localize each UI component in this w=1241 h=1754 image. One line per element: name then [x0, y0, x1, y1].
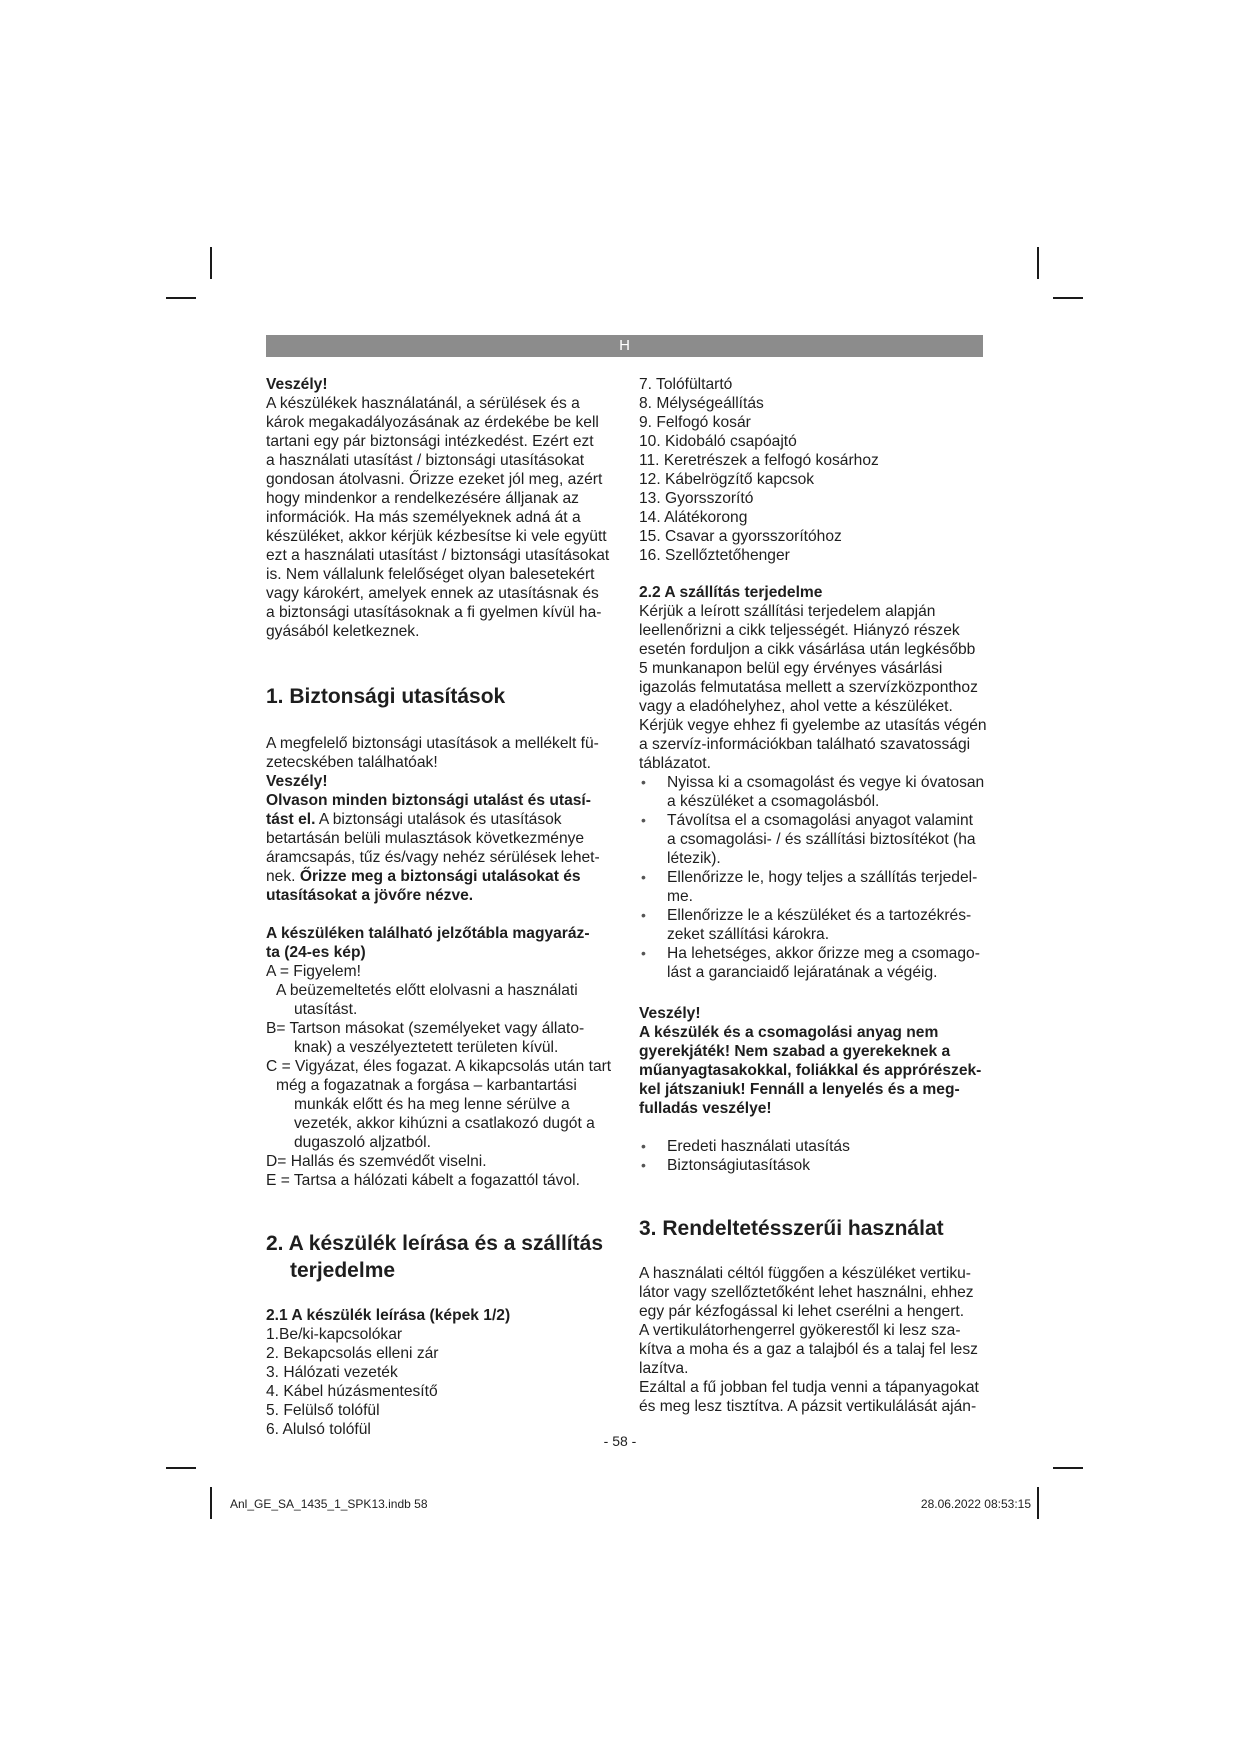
text-line: me. [667, 888, 693, 905]
crop-mark-bottom-right-vertical [1037, 1487, 1039, 1519]
danger-title: Veszély! [266, 376, 328, 393]
bullet-icon: • [641, 812, 646, 828]
text-line: Távolítsa el a csomagolási anyagot valamint [667, 812, 973, 829]
text-line: a készüléket a csomagolásból. [667, 793, 880, 810]
list-item [639, 811, 989, 868]
text-line: A megfelelő biztonsági utasítások a mellékelt fü- [266, 735, 599, 752]
danger-title: Veszély! [639, 1005, 701, 1022]
text-line: a biztonsági utasításoknak a fi gyelmen kívül ha- [266, 604, 602, 621]
text-line: munkák előtt és ha meg lenne sérülve a [294, 1096, 570, 1113]
text-line: Biztonságiutasítások [667, 1157, 811, 1174]
list-item [639, 1137, 989, 1156]
text-line: még a fogazatnak a forgása – karbantartási [276, 1077, 577, 1094]
danger-text [266, 394, 616, 641]
text-line: zeket szállítási károkra. [667, 926, 830, 943]
list-item [639, 944, 989, 982]
sign-b: B= Tartson másokat (személyeket vagy állato- [266, 1020, 585, 1037]
part-item: 10. Kidobáló csapóajtó [639, 433, 797, 450]
text-line: fulladás veszélye! [639, 1100, 772, 1117]
file-name: Anl_GE_SA_1435_1_SPK13.indb 58 [230, 1497, 428, 1511]
part-item: 8. Mélységeállítás [639, 395, 764, 412]
text-line: gondosan átolvasni. Őrizze ezeket jól meg, azért [266, 471, 603, 488]
crop-mark-bottom-left-horizontal [166, 1467, 196, 1469]
text-line: A készülék és a csomagolási anyag nem [639, 1024, 939, 1041]
language-code: H [619, 337, 630, 354]
text-line: és meg lesz tisztítva. A pázsit vertikulálását aján- [639, 1398, 977, 1415]
text-line: ezt a használati utasítást / biztonsági utasításokat [266, 547, 610, 564]
text-line: károk megakadályozásának az érdekébe be kell [266, 414, 599, 431]
text-line: zetecskében találhatóak! [266, 754, 438, 771]
part-item: 7. Tolófültartó [639, 376, 733, 393]
language-header-bar [266, 335, 983, 357]
right-column [639, 375, 989, 1416]
text-line: Ellenőrizze le, hogy teljes a szállítás terjedel- [667, 869, 978, 886]
text-line: táblázatot. [639, 755, 711, 772]
text-line: 5 munkanapon belül egy érvényes vásárlási [639, 660, 943, 677]
section-2-heading: terjedelme [290, 1259, 396, 1282]
part-item: 11. Keretrészek a felfogó kosárhoz [639, 452, 879, 469]
text-line: A vertikulátorhengerrel gyökerestől ki lesz sza- [639, 1322, 961, 1339]
text-line: a használati utasítást / biztonsági utasításokat [266, 452, 585, 469]
plain-text: A biztonsági utalások és utasítások [315, 811, 562, 828]
list-item [639, 1156, 989, 1175]
page-number: - 58 - [603, 1433, 637, 1449]
section-1-heading: 1. Biztonsági utasítások [266, 685, 506, 708]
text-line [266, 810, 616, 829]
text-line: Eredeti használati utasítás [667, 1138, 850, 1155]
text-line: áramcsapás, tűz és/vagy nehéz sérülések lehet- [266, 849, 600, 866]
text-line: gyásából keletkeznek. [266, 623, 420, 640]
section-3-heading: 3. Rendeltetésszerűi használat [639, 1217, 944, 1240]
bold-text: Őrizze meg a biztonsági utalásokat és [299, 868, 581, 885]
section-2-1-heading: 2.1 A készülék leírása (képek 1/2) [266, 1307, 511, 1324]
bullet-icon: • [641, 945, 646, 961]
text-line: Kérjük vegye ehhez fi gyelembe az utasítás végén [639, 717, 987, 734]
text-line: vagy a eladóhelyhez, ahol vette a készüléket. [639, 698, 953, 715]
sign-heading: ta (24-es kép) [266, 944, 366, 961]
crop-mark-bottom-left-vertical [210, 1487, 212, 1519]
part-item: 5. Felülső tolófül [266, 1402, 380, 1419]
list-item [639, 868, 989, 906]
bullet-icon: • [641, 869, 646, 885]
left-column [266, 375, 616, 1439]
text-line: kítva a moha és a gaz a talajból és a talaj fel lesz [639, 1341, 978, 1358]
part-item: 16. Szellőztetőhenger [639, 547, 790, 564]
text-line: hogy mindenkor a rendelkezésére álljanak az [266, 490, 579, 507]
included-documents-list [639, 1137, 989, 1175]
part-item: 3. Hálózati vezeték [266, 1364, 398, 1381]
part-item: 1.Be/ki-kapcsolókar [266, 1326, 403, 1343]
text-line: betartásán belüli mulasztások következménye [266, 830, 585, 847]
text-line: látor vagy szellőztetőként lehet használni, ehhez [639, 1284, 974, 1301]
list-item [639, 773, 989, 811]
text-line: vezeték, akkor kihúzni a csatlakozó dugót a [294, 1115, 595, 1132]
text-line: Ellenőrizze le a készüléket és a tartozékrés- [667, 907, 972, 924]
text-line: készüléket, akkor kérjük kézbesítse ki vele együtt [266, 528, 607, 545]
text-line: Ha lehetséges, akkor őrizze meg a csomago- [667, 945, 980, 962]
crop-mark-top-left-horizontal [166, 297, 196, 299]
plain-text: nek. [266, 868, 300, 885]
text-line: lást a garanciaidő lejáratának a végéig. [667, 964, 938, 981]
unpacking-steps-list [639, 773, 989, 982]
text-line: a szervíz-információkban található szavatossági [639, 736, 971, 753]
text-line: létezik). [667, 850, 721, 867]
bullet-icon: • [641, 1138, 646, 1154]
text-line: információk. Ha más személyeknek adná át a [266, 509, 581, 526]
sign-c: C = Vigyázat, éles fogazat. A kikapcsolás után tart [266, 1058, 612, 1075]
text-line: Kérjük a leírott szállítási terjedelem alapján [639, 603, 936, 620]
text-line: A beüzemeltetés előtt elolvasni a használati [276, 982, 578, 999]
sign-d: D= Hallás és szemvédőt viselni. [266, 1153, 487, 1170]
bullet-icon: • [641, 907, 646, 923]
crop-mark-bottom-right-horizontal [1053, 1467, 1083, 1469]
text-line: leellenőrizni a cikk teljességét. Hiányzó részek [639, 622, 960, 639]
part-item: 12. Kábelrögzítő kapcsok [639, 471, 815, 488]
section-1-danger: Veszély! [266, 773, 328, 790]
text-line: esetén forduljon a cikk vásárlása után legkésőbb [639, 641, 976, 658]
crop-mark-top-left-vertical [210, 247, 212, 279]
section-2-2-heading: 2.2 A szállítás terjedelme [639, 584, 823, 601]
part-item: 9. Felfogó kosár [639, 414, 751, 431]
text-line: utasítást. [294, 1001, 358, 1018]
crop-mark-top-right-horizontal [1053, 297, 1083, 299]
text-line: dugaszoló aljzatból. [294, 1134, 431, 1151]
bold-text: tást el. [266, 811, 316, 828]
text-line: A használati céltól függően a készüléket vertiku- [639, 1265, 971, 1282]
part-item: 6. Alulsó tolófül [266, 1421, 371, 1438]
text-line: Olvason minden biztonsági utalást és utasí- [266, 792, 591, 809]
list-item [639, 906, 989, 944]
text-line: egy pár kézfogással ki lehet cserélni a hengert. [639, 1303, 965, 1320]
bullet-icon: • [641, 774, 646, 790]
bullet-icon: • [641, 1157, 646, 1173]
text-line: tartani egy pár biztonsági intézkedést. Ezért ezt [266, 433, 594, 450]
sign-heading: A készüléken található jelzőtábla magyaráz- [266, 925, 590, 942]
text-line: vagy károkért, amelyek ennek az utasításnak és [266, 585, 599, 602]
sign-a: A = Figyelem! [266, 963, 361, 980]
part-item: 4. Kábel húzásmentesítő [266, 1383, 438, 1400]
text-line: is. Nem vállalunk felelőséget olyan balesetekért [266, 566, 595, 583]
text-line: gyerekjáték! Nem szabad a gyerekeknek a [639, 1043, 951, 1060]
text-line: a csomagolási- / és szállítási biztosítékot (ha [667, 831, 976, 848]
text-line: lazítva. [639, 1360, 689, 1377]
crop-mark-top-right-vertical [1037, 247, 1039, 279]
sign-e: E = Tartsa a hálózati kábelt a fogazattól távol. [266, 1172, 580, 1189]
text-line: műanyagtasakokkal, foliákkal és apprórészek- [639, 1062, 982, 1079]
part-item: 13. Gyorsszorító [639, 490, 754, 507]
section-2-heading: 2. A készülék leírása és a szállítás [266, 1232, 603, 1255]
text-line: kel játszaniuk! Fennáll a lenyelés és a meg- [639, 1081, 960, 1098]
print-timestamp: 28.06.2022 08:53:15 [920, 1497, 1031, 1511]
part-item: 15. Csavar a gyorsszorítóhoz [639, 528, 842, 545]
text-line: A készülékek használatánál, a sérülések és a [266, 395, 580, 412]
text-line: utasításokat a jövőre nézve. [266, 887, 474, 904]
part-item: 14. Alátékorong [639, 509, 748, 526]
text-line: igazolás felmutatása mellett a szervízközponthoz [639, 679, 978, 696]
text-line: Ezáltal a fű jobban fel tudja venni a tápanyagokat [639, 1379, 979, 1396]
text-line: Nyissa ki a csomagolást és vegye ki óvatosan [667, 774, 985, 791]
part-item: 2. Bekapcsolás elleni zár [266, 1345, 439, 1362]
text-line [266, 867, 616, 886]
text-line: knak) a veszélyeztetett területen kívül. [294, 1039, 559, 1056]
